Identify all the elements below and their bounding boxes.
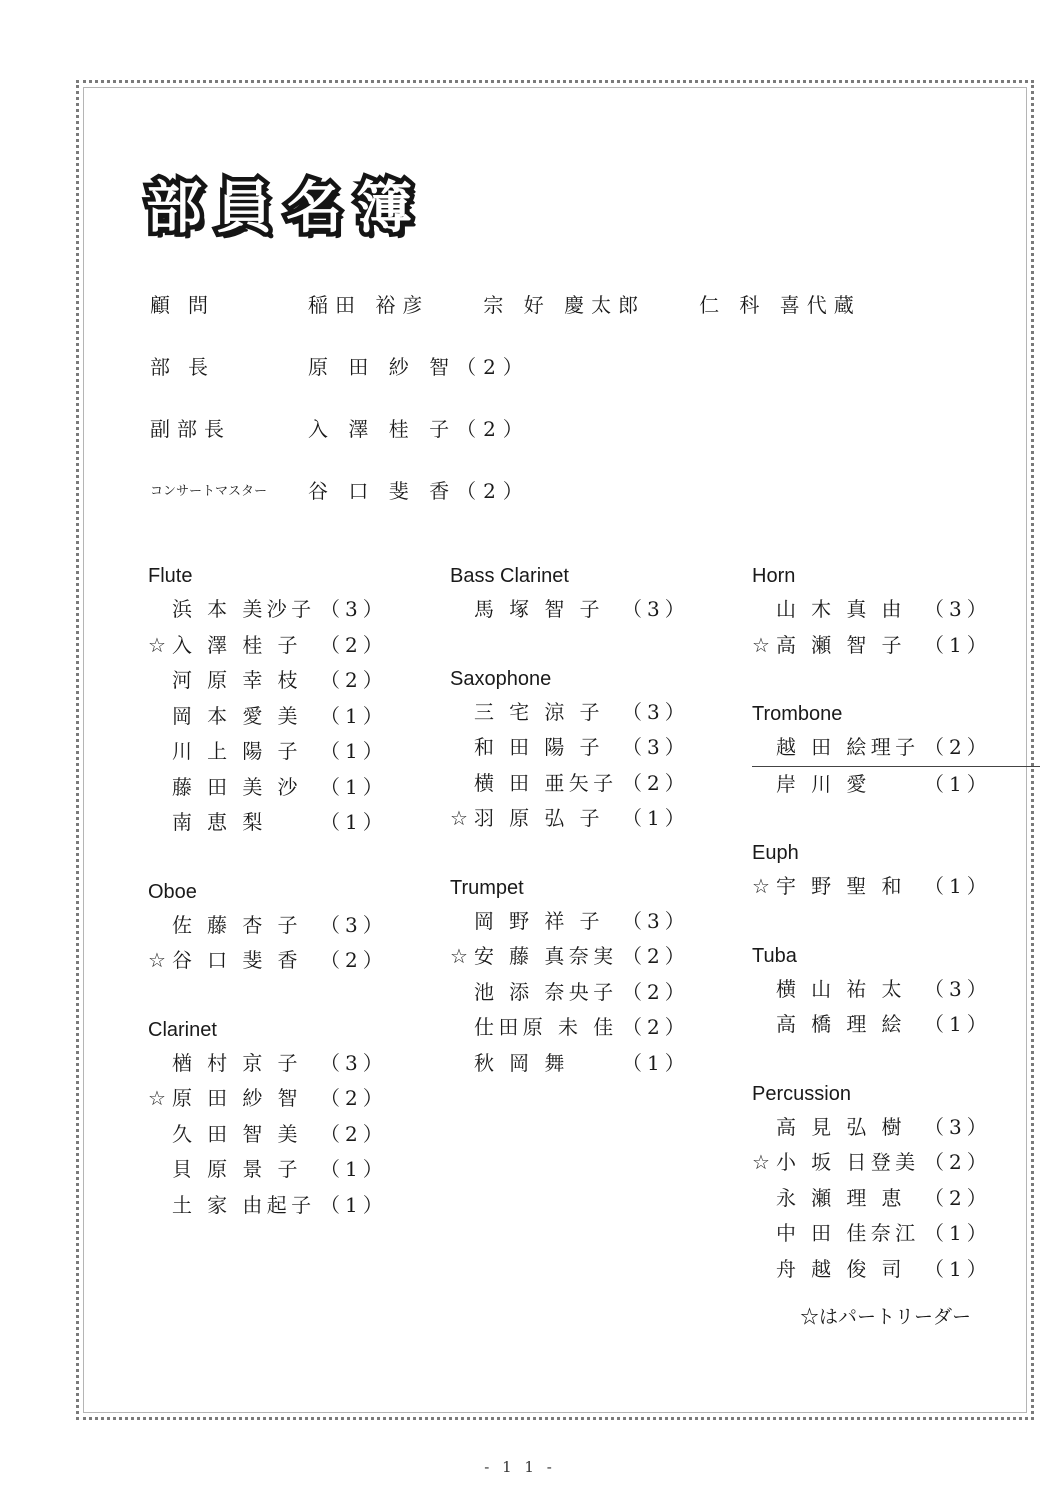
list-item xyxy=(148,770,408,806)
member-name: 和 田 陽 子 xyxy=(474,735,604,759)
list-item xyxy=(450,695,710,731)
section-title: Oboe xyxy=(148,880,197,903)
list-item xyxy=(752,869,1012,905)
member-name: 永 瀬 理 恵 xyxy=(776,1185,906,1210)
section-tuba xyxy=(752,940,1012,1043)
officer-role: 部長 xyxy=(150,354,226,379)
list-item xyxy=(752,1110,1012,1146)
list-item xyxy=(148,628,408,664)
member-grade: （1） xyxy=(924,771,992,796)
member-name: 浜 本 美沙子 xyxy=(172,597,316,621)
list-item xyxy=(148,943,408,979)
section-horn xyxy=(752,560,1012,663)
member-name: 貝 原 景 子 xyxy=(172,1157,302,1181)
officer-row-president xyxy=(150,334,990,396)
leader-star-icon xyxy=(450,766,474,802)
officer-role: コンサートマスター xyxy=(150,483,268,499)
member-grade: （2） xyxy=(622,979,690,1004)
officer-row-concertmaster xyxy=(150,458,990,520)
member-grade: （1） xyxy=(320,810,388,834)
list-item xyxy=(148,1188,408,1224)
list-item xyxy=(752,1181,1012,1217)
member-name: 安 藤 真奈実 xyxy=(474,944,618,968)
member-name: 高 橋 理 絵 xyxy=(776,1012,906,1036)
member-name: 中 田 佳奈江 xyxy=(776,1221,920,1245)
list-item xyxy=(450,730,710,766)
member-name: 高 見 弘 樹 xyxy=(776,1114,906,1139)
section-trumpet xyxy=(450,872,710,1082)
section-title: Bass Clarinet xyxy=(450,565,569,587)
leader-star-icon xyxy=(148,805,172,841)
officer-name: 仁 科 喜代蔵 xyxy=(699,292,861,317)
officer-name: 稲田 裕彦 xyxy=(308,292,430,317)
list-item xyxy=(450,1046,710,1082)
section-trombone xyxy=(752,698,1012,802)
member-name: 岸 川 愛 xyxy=(776,771,871,796)
list-item xyxy=(148,663,408,699)
leader-star-icon xyxy=(752,1181,776,1217)
member-name: 宇 野 聖 和 xyxy=(776,874,906,898)
leader-star-icon xyxy=(148,734,172,770)
member-grade: （1） xyxy=(924,1256,992,1281)
member-name: 馬 塚 智 子 xyxy=(474,597,604,621)
leader-star-icon xyxy=(752,1216,776,1252)
list-item xyxy=(148,592,408,628)
member-grade: （1） xyxy=(622,806,690,830)
leader-star-icon: ☆ xyxy=(148,948,166,972)
member-grade: （2） xyxy=(320,948,388,972)
officers-list xyxy=(150,272,990,520)
leader-star-icon xyxy=(752,730,776,766)
leader-star-icon xyxy=(450,592,474,628)
list-item xyxy=(148,1152,408,1188)
section-oboe xyxy=(148,876,408,979)
section-title: Trombone xyxy=(752,703,843,725)
leader-star-icon: ☆ xyxy=(752,874,770,898)
leader-star-icon: ☆ xyxy=(450,806,468,830)
member-name: 小 坂 日登美 xyxy=(776,1150,920,1174)
list-item xyxy=(148,805,408,841)
member-name: 河 原 幸 枝 xyxy=(172,668,302,692)
leader-star-icon xyxy=(752,767,776,803)
member-grade: （3） xyxy=(924,1114,992,1139)
section-title: Clarinet xyxy=(148,1018,217,1041)
member-name: 仕田原 未 佳 xyxy=(474,1015,618,1039)
member-column-3 xyxy=(752,560,1012,1287)
member-name: 岡 野 祥 子 xyxy=(474,908,604,933)
section-title: Flute xyxy=(148,565,193,587)
member-grade: （2） xyxy=(622,1015,690,1039)
section-title: Percussion xyxy=(752,1082,851,1105)
list-item xyxy=(450,801,710,837)
leader-star-icon: ☆ xyxy=(148,1086,166,1110)
list-item xyxy=(752,628,1012,664)
member-grade: （2） xyxy=(320,668,388,692)
member-name: 三 宅 涼 子 xyxy=(474,699,604,724)
officer-role: 顧問 xyxy=(150,292,226,317)
member-grade: （2） xyxy=(622,770,690,795)
member-grade: （1） xyxy=(320,1157,388,1181)
member-grade: （3） xyxy=(622,597,690,621)
leader-star-icon xyxy=(148,1188,172,1224)
officer-row-vice-president xyxy=(150,396,990,458)
member-name: 谷 口 斐 香 xyxy=(172,948,302,972)
member-grade: （3） xyxy=(622,699,690,724)
list-item xyxy=(450,766,710,802)
leader-star-icon xyxy=(148,1117,172,1153)
list-item xyxy=(450,592,710,628)
member-name: 秋 岡 舞 xyxy=(474,1050,569,1075)
member-grade: （1） xyxy=(924,1012,992,1036)
section-flute xyxy=(148,560,408,841)
member-grade: （3） xyxy=(924,976,992,1001)
member-name: 川 上 陽 子 xyxy=(172,739,302,763)
list-item xyxy=(148,1046,408,1082)
member-name: 池 添 奈央子 xyxy=(474,979,618,1004)
section-bass-clarinet xyxy=(450,560,710,628)
page-title: 部員名簿 xyxy=(146,176,426,241)
member-name: 入 澤 桂 子 xyxy=(172,632,302,657)
list-item xyxy=(752,1145,1012,1181)
list-item xyxy=(450,939,710,975)
officer-name: 入 澤 桂 子（2） xyxy=(308,416,530,441)
member-grade: （2） xyxy=(622,944,690,968)
leader-star-icon xyxy=(752,972,776,1008)
leader-star-icon xyxy=(148,699,172,735)
list-item xyxy=(752,972,1012,1008)
leader-star-icon xyxy=(752,1007,776,1043)
member-grade: （1） xyxy=(924,1221,992,1245)
member-name: 舟 越 俊 司 xyxy=(776,1256,906,1281)
member-grade: （1） xyxy=(622,1050,690,1075)
leader-star-icon xyxy=(450,730,474,766)
officer-role: 副部長 xyxy=(150,416,231,441)
member-grade: （1） xyxy=(320,1192,388,1217)
member-name: 藤 田 美 沙 xyxy=(172,774,302,799)
section-title: Horn xyxy=(752,565,796,587)
section-euph xyxy=(752,837,1012,905)
page-number: - 1 1 - xyxy=(484,1458,556,1476)
member-grade: （1） xyxy=(924,874,992,898)
member-grade: （2） xyxy=(924,1150,992,1174)
officer-name: 宗 好 慶太郎 xyxy=(483,292,646,317)
member-name: 横 田 亜矢子 xyxy=(474,770,618,795)
leader-star-icon xyxy=(752,592,776,628)
list-item xyxy=(752,592,1012,628)
list-item xyxy=(450,1010,710,1046)
member-grade: （3） xyxy=(320,1050,388,1075)
leader-star-icon xyxy=(148,908,172,944)
member-column-1 xyxy=(148,560,408,1223)
member-name: 越 田 絵理子 xyxy=(776,735,920,759)
member-name: 高 瀬 智 子 xyxy=(776,632,906,657)
leader-star-icon xyxy=(450,975,474,1011)
list-item xyxy=(752,730,1012,766)
member-column-2 xyxy=(450,560,710,1081)
leader-star-icon xyxy=(450,1010,474,1046)
member-grade: （2） xyxy=(320,1121,388,1146)
list-item xyxy=(148,734,408,770)
list-item xyxy=(450,975,710,1011)
member-name: 南 恵 梨 xyxy=(172,810,267,834)
member-grade: （2） xyxy=(924,1185,992,1210)
member-name: 羽 原 弘 子 xyxy=(474,806,604,830)
leader-star-icon: ☆ xyxy=(752,632,770,657)
section-clarinet xyxy=(148,1014,408,1224)
leader-star-icon xyxy=(148,592,172,628)
list-item xyxy=(752,1216,1012,1252)
member-name: 岡 本 愛 美 xyxy=(172,703,302,728)
member-grade: （3） xyxy=(320,597,388,621)
list-item xyxy=(148,1081,408,1117)
leader-star-icon: ☆ xyxy=(450,944,468,968)
member-name: 佐 藤 杏 子 xyxy=(172,912,302,937)
leader-star-icon: ☆ xyxy=(148,632,166,657)
member-grade: （2） xyxy=(924,735,992,759)
member-grade: （1） xyxy=(320,774,388,799)
leader-star-icon xyxy=(148,663,172,699)
section-title: Tuba xyxy=(752,944,797,967)
member-name: 原 田 紗 智 xyxy=(172,1086,302,1110)
section-title: Euph xyxy=(752,842,799,864)
leader-star-icon xyxy=(148,770,172,806)
section-saxophone xyxy=(450,663,710,837)
list-item xyxy=(752,1007,1012,1043)
list-item xyxy=(148,699,408,735)
member-name: 土 家 由起子 xyxy=(172,1192,316,1217)
leader-star-icon xyxy=(752,1252,776,1288)
part-leader-footnote: ☆はパートリーダー xyxy=(800,1306,972,1328)
member-grade: （2） xyxy=(320,1086,388,1110)
member-grade: （3） xyxy=(320,912,388,937)
list-item xyxy=(148,908,408,944)
member-grade: （3） xyxy=(622,735,690,759)
member-grade: （2） xyxy=(320,632,388,657)
section-title: Saxophone xyxy=(450,667,552,690)
leader-star-icon xyxy=(450,1046,474,1082)
list-item xyxy=(752,766,1040,803)
member-grade: （1） xyxy=(320,739,388,763)
list-item xyxy=(450,904,710,940)
member-grade: （3） xyxy=(622,908,690,933)
member-grade: （1） xyxy=(320,703,388,728)
leader-star-icon xyxy=(450,904,474,940)
list-item xyxy=(752,1252,1012,1288)
section-percussion xyxy=(752,1078,1012,1288)
leader-star-icon xyxy=(148,1046,172,1082)
member-name: 久 田 智 美 xyxy=(172,1121,302,1146)
member-name: 楢 村 京 子 xyxy=(172,1050,302,1075)
member-grade: （3） xyxy=(924,597,992,621)
leader-star-icon: ☆ xyxy=(752,1150,770,1174)
leader-star-icon xyxy=(450,695,474,731)
section-title: Trumpet xyxy=(450,876,524,899)
member-grade: （1） xyxy=(924,632,992,657)
officer-row-advisor xyxy=(150,272,990,334)
leader-star-icon xyxy=(148,1152,172,1188)
member-name: 横 山 祐 太 xyxy=(776,976,906,1001)
leader-star-icon xyxy=(752,1110,776,1146)
list-item xyxy=(148,1117,408,1153)
member-name: 山 木 真 由 xyxy=(776,597,906,621)
officer-name: 谷 口 斐 香（2） xyxy=(308,478,530,503)
officer-name: 原 田 紗 智（2） xyxy=(308,354,530,379)
